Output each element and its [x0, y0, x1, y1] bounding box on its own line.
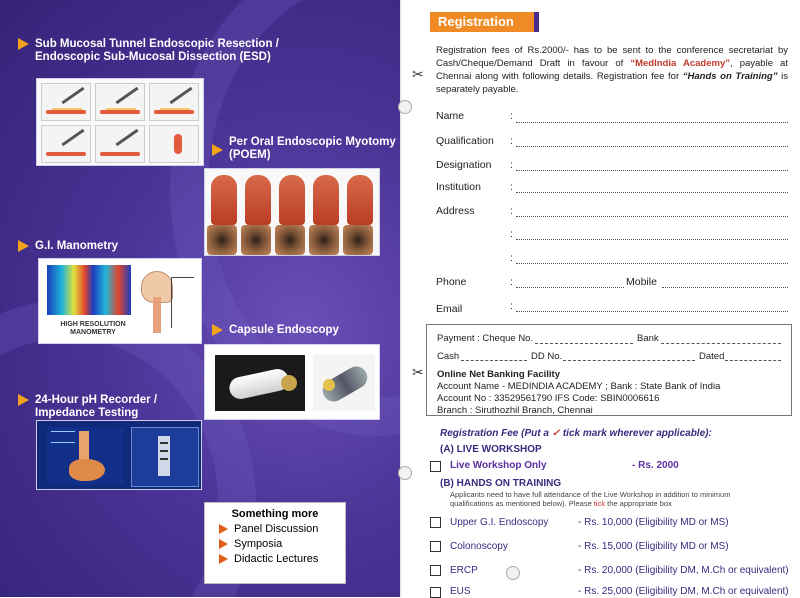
manometry-diagram — [38, 258, 202, 344]
address-field-line1[interactable] — [516, 216, 788, 217]
mobile-label: Mobile — [626, 276, 657, 288]
email-field[interactable] — [516, 311, 788, 312]
account-no: Account No : 33529561790 IFS Code: SBIN0006616 — [437, 393, 660, 404]
name-label: Name — [436, 110, 465, 122]
arrow-bullet-icon — [18, 38, 29, 50]
ph-title-1: 24-Hour pH Recorder / — [35, 394, 158, 407]
endoscopy-photo — [241, 225, 271, 255]
cash-field[interactable] — [461, 360, 527, 361]
esd-step-image — [149, 125, 199, 163]
dd-no-label: DD No. — [531, 351, 563, 362]
hands-on-note — [450, 490, 750, 508]
live-workshop-option — [450, 460, 547, 471]
intro-academy-name: “MedIndia Academy” — [630, 58, 730, 69]
scissors-icon: ✂ — [412, 364, 424, 380]
binder-hole — [506, 566, 520, 580]
something-item — [219, 538, 345, 550]
institution-field[interactable] — [516, 192, 788, 193]
arrow-bullet-icon — [212, 144, 223, 156]
endoscopy-photo — [343, 225, 373, 255]
category-live-workshop: (A) LIVE WORKSHOP — [440, 444, 542, 455]
ercp-label: ERCP — [450, 565, 478, 576]
designation-field[interactable] — [516, 170, 788, 171]
esd-title-1: Sub Mucosal Tunnel Endoscopic Resection / — [35, 38, 279, 51]
arrow-bullet-icon — [219, 554, 228, 564]
net-banking-title: Online Net Banking Facility — [437, 369, 560, 380]
live-workshop-label: Live Workshop Only — [450, 460, 547, 471]
poem-title-1: Per Oral Endoscopic Myotomy — [229, 136, 396, 148]
arrow-bullet-icon — [18, 394, 29, 406]
scissors-icon: ✂ — [412, 66, 424, 82]
throat-anatomy-image — [135, 267, 195, 333]
esd-step-image — [149, 83, 199, 121]
capsule-title: Capsule Endoscopy — [229, 324, 339, 337]
email-label: Email — [436, 303, 463, 315]
name-field[interactable] — [516, 122, 788, 123]
registration-title: Registration — [430, 12, 534, 32]
registration-fee-heading — [440, 428, 712, 439]
poem-diagram — [204, 168, 380, 256]
dd-no-field[interactable] — [563, 360, 695, 361]
binder-hole — [398, 466, 412, 480]
registration-intro — [436, 44, 788, 96]
poem-step-image — [347, 175, 373, 225]
eus-price: - Rs. 25,000 (Eligibility DM, M.Ch or equivalent) — [578, 586, 789, 597]
dated-field[interactable] — [725, 360, 781, 361]
poem-step-image — [211, 175, 237, 225]
colonoscopy-checkbox[interactable] — [430, 541, 441, 552]
ph-title-2: Impedance Testing — [35, 407, 139, 420]
endoscopy-photo — [275, 225, 305, 255]
poem-step-image — [245, 175, 271, 225]
something-more-box — [204, 502, 346, 584]
intro-text-1: Registration fees of Rs.2000/- has to be sent to the conference secretariat by Cash/Cheque/Demand Draft in favour of — [436, 45, 788, 69]
ph-images — [36, 420, 202, 490]
address-field-line3[interactable] — [516, 263, 788, 264]
qualification-field[interactable] — [516, 146, 788, 147]
ercp-price: - Rs. 20,000 (Eligibility DM, M.Ch or equivalent) — [578, 565, 789, 576]
something-item — [219, 553, 345, 565]
ph-impedance-image — [131, 427, 199, 487]
upper-gi-label: Upper G.I. Endoscopy — [450, 517, 549, 528]
capsule-images — [204, 344, 380, 420]
arrow-bullet-icon — [18, 240, 29, 252]
something-item — [219, 523, 345, 535]
esd-step-image — [41, 125, 91, 163]
payment-box — [426, 324, 792, 416]
arrow-bullet-icon — [219, 539, 228, 549]
tick-icon: ✓ — [551, 428, 561, 439]
colonoscopy-label: Colonoscopy — [450, 541, 508, 552]
upper-gi-checkbox[interactable] — [430, 517, 441, 528]
qualification-label: Qualification — [436, 135, 494, 147]
cheque-no-field[interactable] — [535, 343, 633, 344]
address-field-line2[interactable] — [516, 239, 788, 240]
fee-heading-pre: Registration Fee (Put a — [440, 428, 552, 439]
designation-label: Designation — [436, 159, 492, 171]
poem-step-image — [279, 175, 305, 225]
eus-label: EUS — [450, 586, 471, 597]
manometry-title: G.I. Manometry — [35, 240, 119, 253]
bank-field[interactable] — [661, 343, 781, 344]
esd-step-image — [95, 125, 145, 163]
branch: Branch : Siruthozhil Branch, Chennai — [437, 405, 593, 416]
something-item-label: Panel Discussion — [234, 523, 319, 535]
note-text-2: the appropriate box — [605, 499, 672, 508]
upper-gi-price: - Rs. 10,000 (Eligibility MD or MS) — [578, 517, 729, 528]
intro-hands-on: “Hands on Training” — [682, 71, 778, 82]
esd-diagram — [36, 78, 204, 166]
capsule-cutaway-diagram — [313, 355, 375, 411]
esd-step-image — [95, 83, 145, 121]
arrow-bullet-icon — [219, 524, 228, 534]
note-text-1: Applicants need to have full attendance of the Live Workshop in addition to minimum qualifications as mentioned below). Please — [450, 490, 731, 508]
manometry-caption — [53, 321, 133, 337]
note-tick: tick — [593, 499, 606, 508]
registration-form-panel: Registration ✂ ✂ Registration fees of Rs.2000/- has to be sent to the conference secretariat by Cash/Cheque/Demand Draft in favour of “MedIndia Academy”, payable at Chennai along with following details. Registration fee for “Hands on Training” is separately payable. Name : Qualification : Designation : Institution : Address : : : Phone : Mobile Email : Payment : Cheque No. Bank Cash DD No. Dated Online Net Banking Facility Account Name - MEDINDIA ACADEMY ; Bank : State Bank of India Account No : 33529561790 IFS Code: SBIN0006616 Branch : Siruthozhil Branch, Chennai Registration Fee (Put a ✓ tick mark wherever applicable): (A) LIVE WORKSHOP Live Workshop Only - Rs. 2000 (B) HANDS ON TRAINING Applicants need to have full attendance of the Live Workshop in addition to minimum qualifications as mentioned below). Please tick the appropriate box Upper G.I. Endoscopy - Rs. 10,000 (Eligibility MD or MS) Colonoscopy - Rs. 15,000 (Eligibility MD or MS) ERCP - Rs. 20,000 (Eligibility DM, M.Ch or equivalent) EUS - Rs. 25,000 (Eligibility DM, M.Ch or equivalent) — [402, 0, 800, 597]
institution-label: Institution — [436, 181, 481, 193]
phone-label: Phone — [436, 276, 467, 288]
intro-text-3: is separately payable. — [436, 71, 788, 95]
capsule-photo — [215, 355, 305, 411]
capsule-heading — [212, 324, 339, 337]
poem-heading — [212, 136, 396, 162]
dated-label: Dated — [699, 351, 725, 362]
mobile-field[interactable] — [662, 287, 788, 288]
manometry-caption-2: MANOMETRY — [70, 329, 116, 336]
live-workshop-price: - Rs. 2000 — [632, 460, 679, 471]
bank-label: Bank — [637, 333, 659, 344]
ph-anatomy-image — [47, 427, 123, 485]
endoscopy-photo — [309, 225, 339, 255]
payment-cheque-label: Payment : Cheque No. — [437, 333, 534, 344]
live-workshop-checkbox[interactable] — [430, 461, 441, 472]
ph-heading — [18, 394, 157, 420]
ercp-checkbox[interactable] — [430, 565, 441, 576]
eus-checkbox[interactable] — [430, 587, 441, 598]
address-label: Address — [436, 205, 475, 217]
esd-title-2: Endoscopic Sub-Mucosal Dissection (ESD) — [35, 51, 271, 64]
intro-text-2: , payable at Chennai along with following details. Registration fee for — [436, 58, 788, 82]
manometry-heatmap — [47, 265, 131, 315]
something-more-title: Something more — [231, 508, 319, 520]
binder-hole — [398, 100, 412, 114]
endoscopy-photo — [207, 225, 237, 255]
phone-field[interactable] — [516, 287, 624, 288]
something-item-label: Didactic Lectures — [234, 553, 319, 565]
account-name: Account Name - MEDINDIA ACADEMY ; Bank : State Bank of India — [437, 381, 721, 392]
poem-title-2: (POEM) — [229, 149, 271, 161]
colonoscopy-price: - Rs. 15,000 (Eligibility MD or MS) — [578, 541, 729, 552]
esd-step-image — [41, 83, 91, 121]
poem-step-image — [313, 175, 339, 225]
fee-heading-post: tick mark wherever applicable): — [560, 428, 712, 439]
manometry-heading — [18, 240, 118, 253]
category-hands-on: (B) HANDS ON TRAINING — [440, 478, 562, 489]
manometry-caption-1: HIGH RESOLUTION — [60, 321, 126, 328]
cash-label: Cash — [437, 351, 460, 362]
something-item-label: Symposia — [234, 538, 283, 550]
esd-heading — [18, 38, 279, 64]
arrow-bullet-icon — [212, 324, 223, 336]
